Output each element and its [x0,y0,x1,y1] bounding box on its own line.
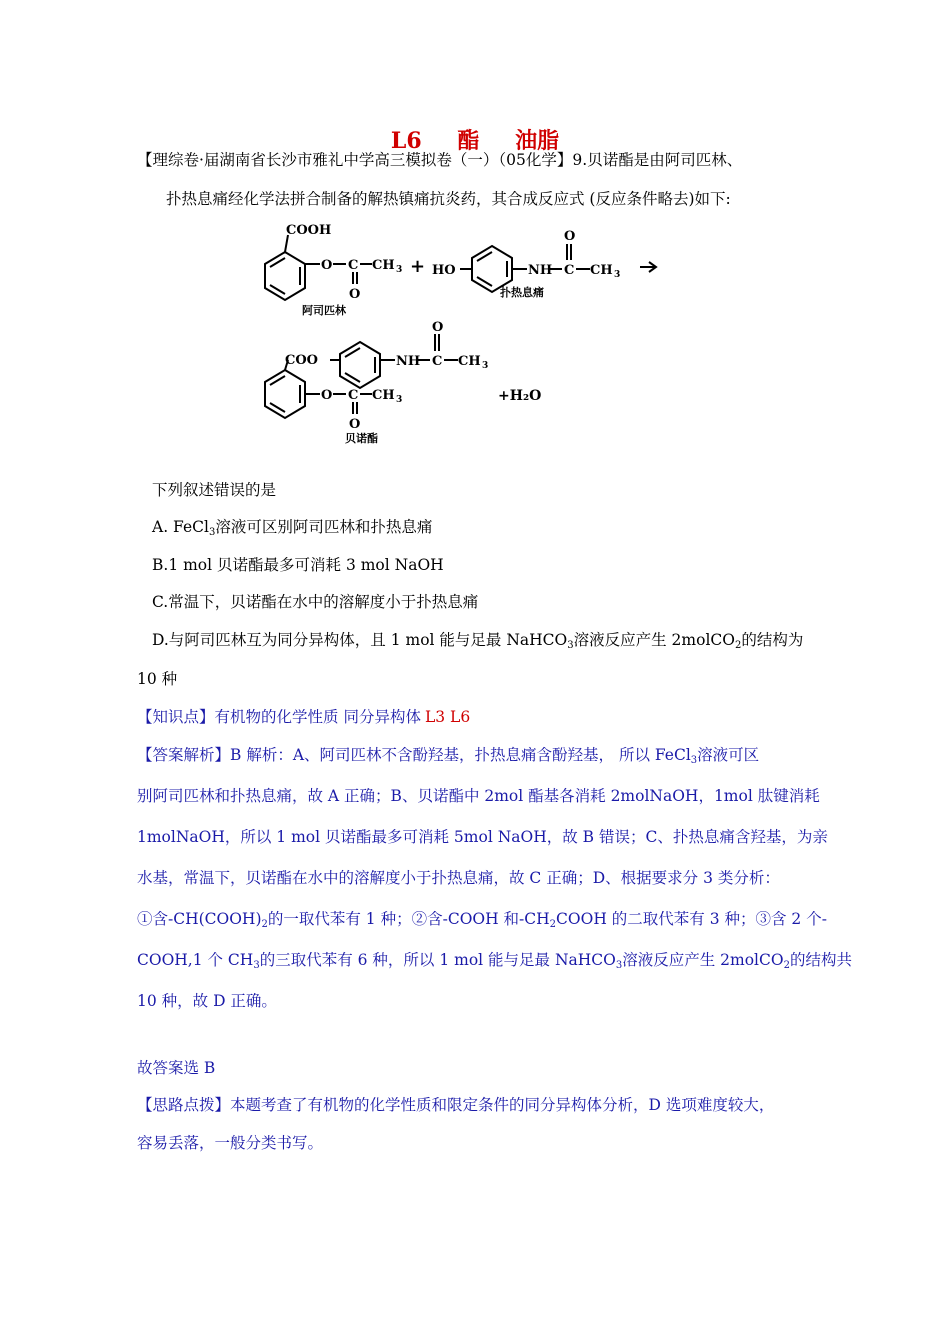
answer-line-3: 1molNaOH，所以 1 mol 贝诺酯最多可消耗 5mol NaOH，故 B 错误；C、扑热息痛含羟基，为亲 [137,828,828,846]
answer-line-1: 【答案解析】B 解析：A、阿司匹林不含酚羟基，扑热息痛含酚羟基， 所以 FeCl$_3$溶液可区 [137,746,760,766]
benorilate-amide-c: C [432,354,443,369]
benorilate-ester-o: O [321,388,333,403]
aspirin-cooh: COOH [286,223,332,238]
aspirin-ch: CH [372,258,395,273]
knowledge-label: 【知识点】 [137,708,215,726]
paracetamol-ho: HO [432,263,456,278]
paracetamol-c: C [564,263,575,278]
option-b: B.1 mol 贝诺酯最多可消耗 3 mol NaOH [152,556,444,574]
answer-line-5: ①含$-CH(COOH)_2$的一取代苯有 1 种；②含-COOH 和$-CH_2COOH$ 的二取代苯有 3 种；③含 2 个- [137,910,827,930]
section-topic-ester: 酯 [457,128,480,154]
aspirin-carbonyl-o: O [349,287,361,302]
paracetamol-label: 扑热息痛 [500,286,544,299]
section-code: L6 [390,128,422,154]
reactant-plus: + [410,256,426,277]
benorilate-amide-o: O [432,320,444,335]
benorilate-acetyl-c: C [348,388,359,403]
question-intro-1: 9.贝诺酯是由阿司匹林、 [572,151,743,169]
paracetamol-nh: NH [528,263,553,278]
section-topic-fat: 油脂 [515,128,560,154]
reaction-scheme [250,220,670,450]
paracetamol-carbonyl-o: O [564,229,576,244]
benorilate-label: 贝诺酯 [345,432,378,445]
knowledge-point [137,707,470,727]
question-stem: 下列叙述错误的是 [152,481,277,499]
option-a: A. FeCl$_3$溶液可区别阿司匹林和扑热息痛 [152,518,433,538]
knowledge-text: 有机物的化学性质 同分异构体 [214,708,421,726]
option-c: C.常温下，贝诺酯在水中的溶解度小于扑热息痛 [152,593,479,611]
water-product: +H₂O [498,388,542,404]
final-answer: 故答案选 B [137,1059,216,1077]
benorilate-amide-ch: CH [458,354,481,369]
option-d-line-1: D.与阿司匹林互为同分异构体，且 1 mol 能与足最 NaHCO$_3$溶液反应产生 2molCO$_2$的结构为 [152,631,804,651]
tip-line-2: 容易丢落，一般分类书写。 [137,1134,324,1152]
paracetamol-ch-sub: 3 [614,270,621,280]
aspirin-label: 阿司匹林 [302,304,346,317]
aspirin-ester-o: O [321,258,333,273]
question-line-1 [137,150,742,170]
answer-line-7: 10 种，故 D 正确。 [137,992,277,1010]
benorilate-amide-ch-sub: 3 [482,361,489,371]
benorilate-acetyl-o: O [349,417,361,432]
option-d-line-2: 10 种 [137,670,178,688]
answer-line-4: 水基，常温下，贝诺酯在水中的溶解度小于扑热息痛，故 C 正确；D、根据要求分 3 类分析： [137,869,780,887]
tip-line-1: 【思路点拨】本题考查了有机物的化学性质和限定条件的同分异构体分析，D 选项难度较大， [137,1096,775,1114]
benorilate-acetyl-ch: CH [372,388,395,403]
question-source: 【理综卷·届湖南省长沙市雅礼中学高三模拟卷（一）（05化学】 [137,151,573,169]
question-intro-2: 扑热息痛经化学法拼合制备的解热镇痛抗炎药，其合成反应式 (反应条件略去)如下: [166,190,731,208]
answer-line-6: COOH,1 个 $CH_3$的三取代苯有 6 种，所以 1 mol 能与足最 NaHCO$_3$溶液反应产生 2molCO$_2$的结构共 [137,951,852,971]
benorilate-nh: NH [396,354,421,369]
paracetamol-ch: CH [590,263,613,278]
benorilate-coo: COO [285,353,318,368]
knowledge-codes: L3 L6 [424,708,471,726]
benorilate-acetyl-ch-sub: 3 [396,395,403,405]
answer-line-2: 别阿司匹林和扑热息痛，故 A 正确；B、贝诺酯中 2mol 酯基各消耗 2molNaOH，1mol 肽键消耗 [137,787,820,805]
tip-label: 【思路点拨】 [137,1096,231,1114]
aspirin-c: C [348,258,359,273]
aspirin-ch-sub: 3 [396,265,403,275]
answer-label: 【答案解析】 [137,746,231,764]
